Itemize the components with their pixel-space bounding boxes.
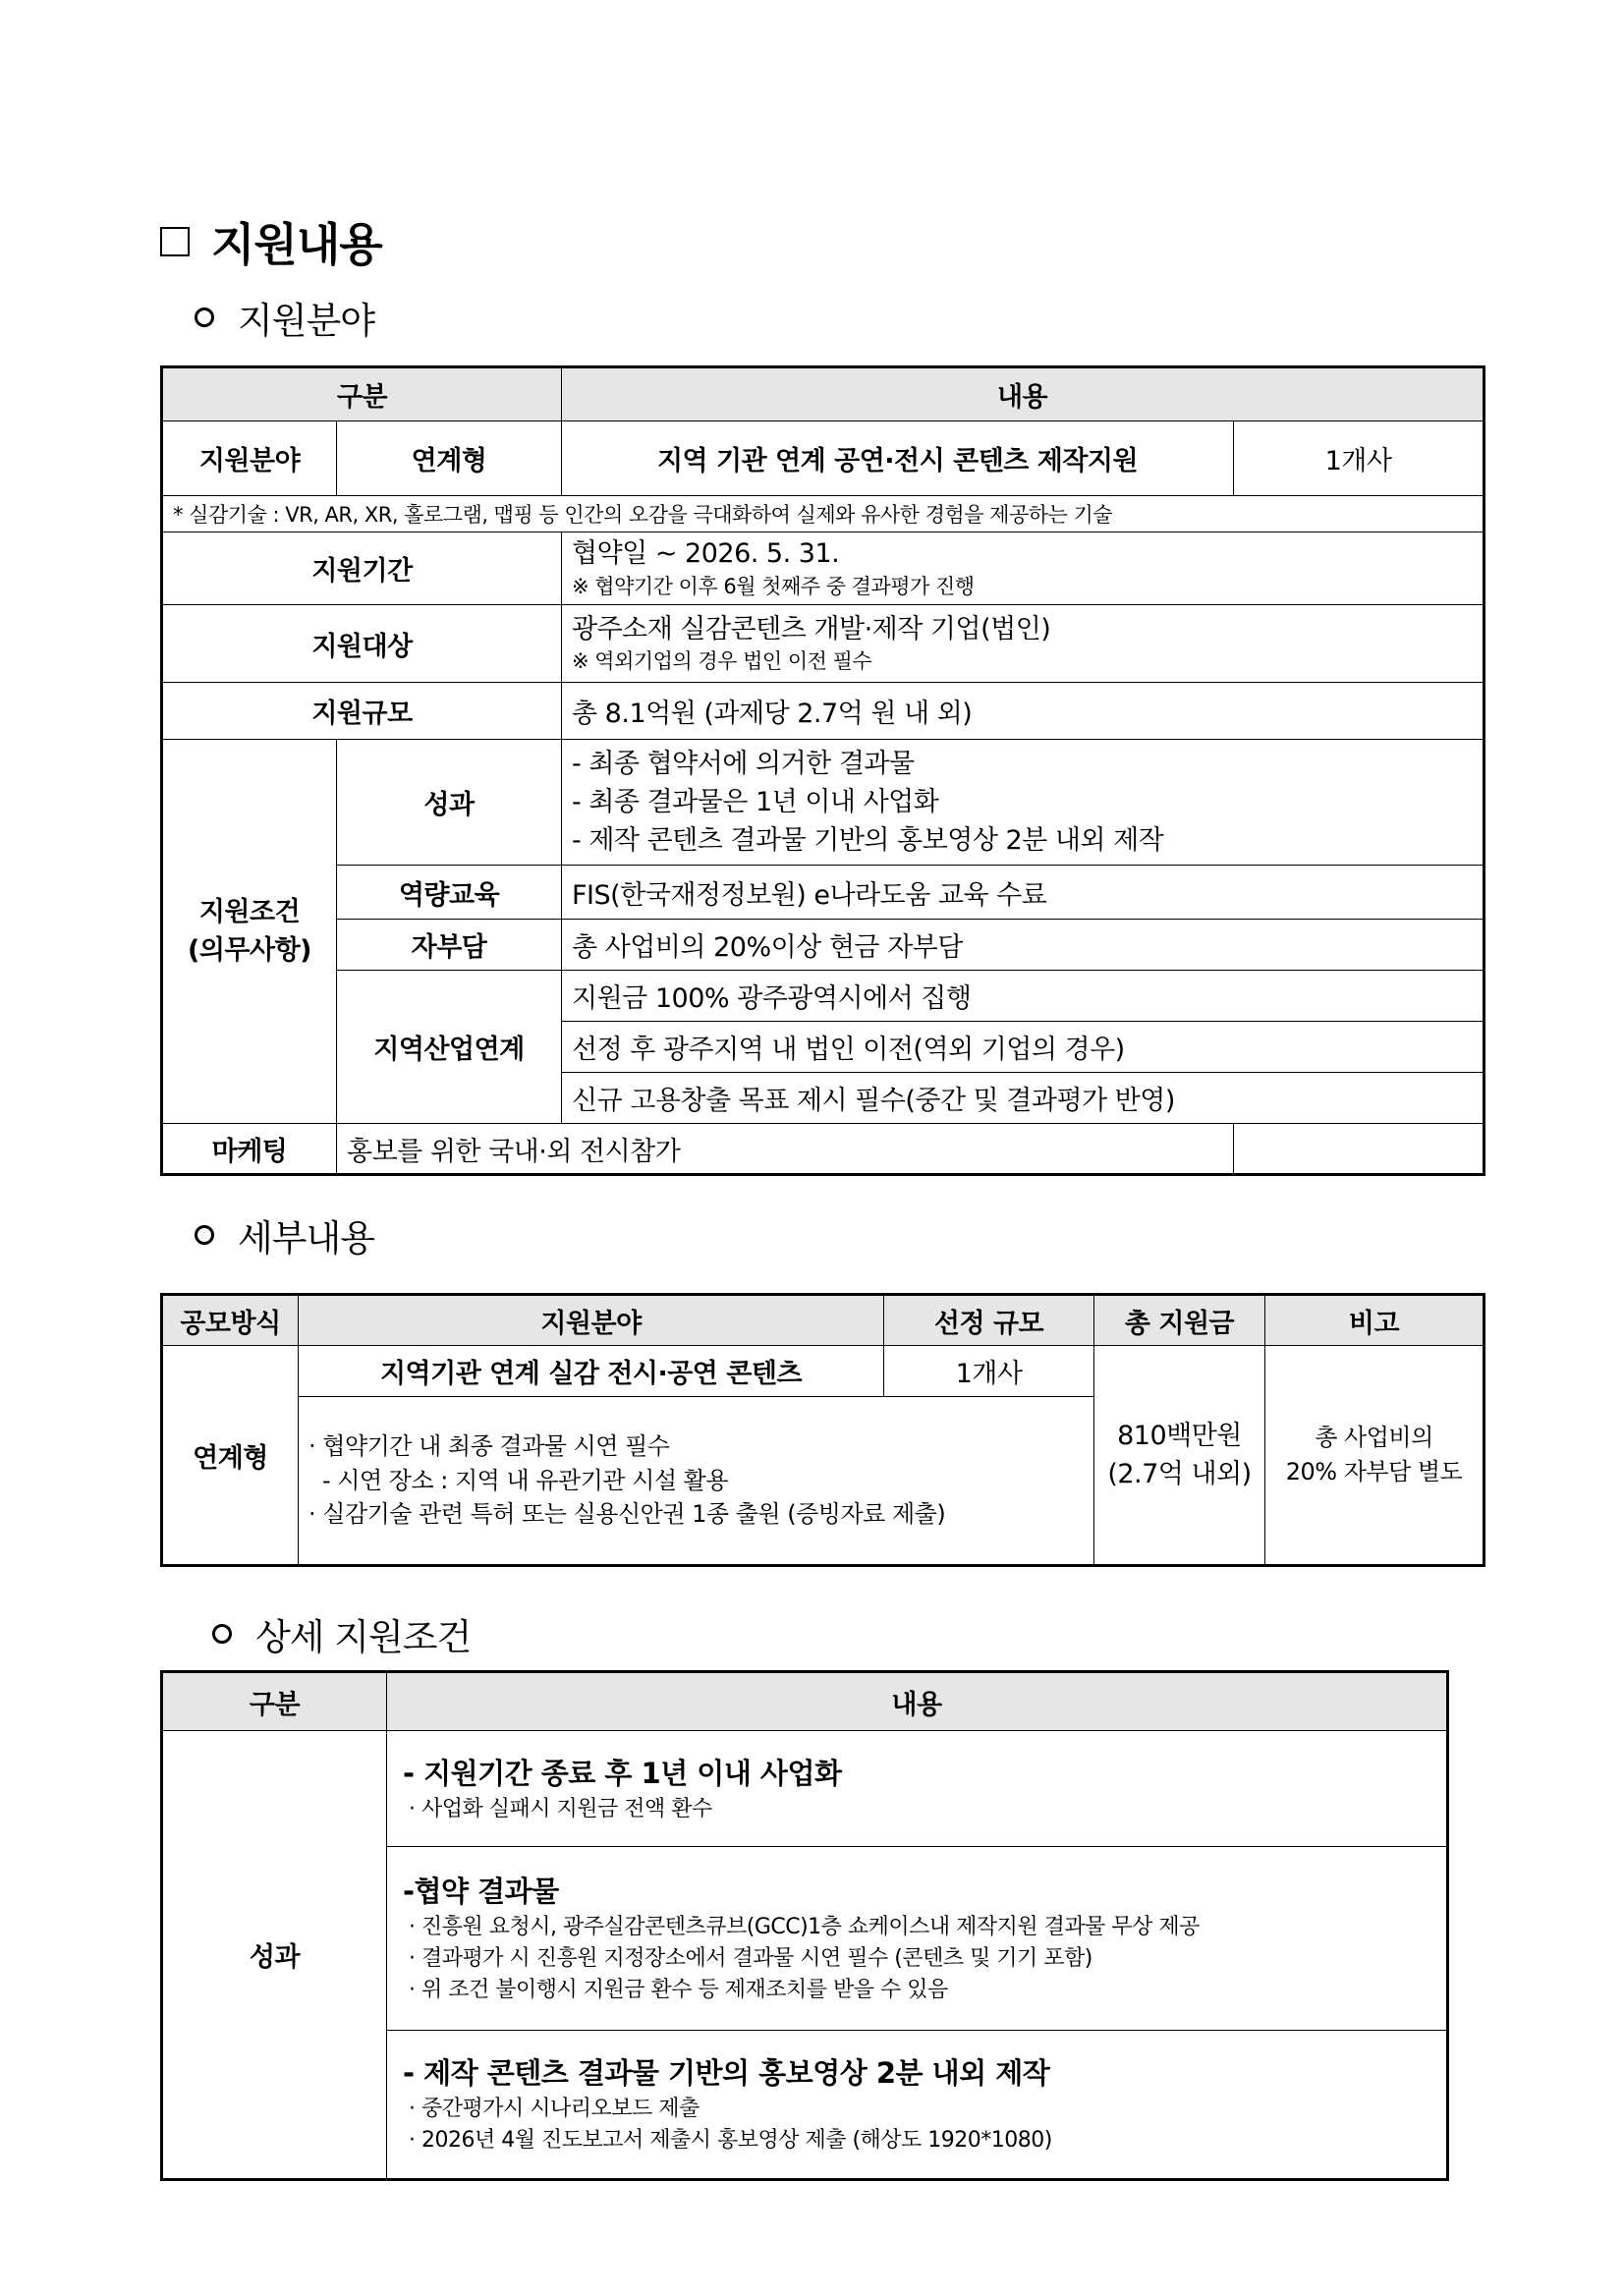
block-title: - 지원기간 종료 후 1년 이내 사업화 [403, 1756, 842, 1790]
remark-line-1: 총 사업비의 [1315, 1424, 1433, 1452]
detail-line: · 협약기간 내 최종 결과물 시연 필수 [308, 1431, 670, 1460]
circle-bullet-icon [195, 1225, 214, 1245]
performance-line: - 최종 결과물은 1년 이내 사업화 [572, 786, 939, 817]
cell-regional-3: 신규 고용창출 목표 제시 필수(중간 및 결과평가 반영) [562, 1073, 1484, 1124]
detailed-conditions-table [160, 1670, 1449, 2181]
cell-support-field: 지원분야 [162, 421, 337, 496]
label-target: 지원대상 [162, 605, 562, 683]
cell-performance [562, 740, 1484, 866]
header-field: 지원분야 [299, 1295, 884, 1346]
label-conditions-2: (의무사항) [187, 935, 311, 966]
amount-line-2: (2.7억 내외) [1107, 1459, 1252, 1489]
cell-self-burden: 총 사업비의 20%이상 현금 자부담 [562, 920, 1484, 971]
cell-deliverables [387, 1847, 1448, 2031]
label-self-burden: 자부담 [337, 920, 562, 971]
cell-total-amount [1094, 1346, 1265, 1566]
header-scale: 선정 규모 [884, 1295, 1094, 1346]
cell-regional-1: 지원금 100% 광주광역시에서 집행 [562, 971, 1484, 1022]
amount-line-1: 810백만원 [1117, 1420, 1242, 1451]
cell-method-type: 연계형 [162, 1346, 299, 1566]
header-method: 공모방식 [162, 1295, 299, 1346]
circle-bullet-icon [195, 308, 214, 327]
subsection-title: 상세 지원조건 [255, 1616, 472, 1658]
label-conditions-1: 지원조건 [198, 896, 301, 927]
cell-scale: 총 8.1억원 (과제당 2.7억 원 내 외) [562, 683, 1484, 740]
block-title: - 제작 콘텐츠 결과물 기반의 홍보영상 2분 내외 제작 [403, 2056, 1050, 2091]
period-note: ※ 협약기간 이후 6월 첫째주 중 결과평가 진행 [572, 574, 975, 598]
block-title: -협약 결과물 [403, 1875, 559, 1909]
performance-line: - 최종 협약서에 의거한 결과물 [572, 748, 915, 779]
cell-linked-type: 연계형 [337, 421, 562, 496]
cell-field-desc: 지역 기관 연계 공연·전시 콘텐츠 제작지원 [562, 421, 1234, 496]
block-line: · 중간평가시 시나리오보드 제출 [409, 2097, 700, 2122]
label-performance: 성과 [337, 740, 562, 866]
cell-selection-count: 1개사 [884, 1346, 1094, 1397]
header-gubun: 구분 [162, 367, 562, 421]
performance-line: - 제작 콘텐츠 결과물 기반의 홍보영상 2분 내외 제작 [572, 825, 1164, 857]
subsection-detailed-conditions [212, 1607, 471, 1660]
label-period: 지원기간 [162, 532, 562, 605]
detail-line: · 실감기술 관련 특허 또는 실용신안권 1종 출원 (증빙자료 제출) [308, 1500, 946, 1529]
cell-regional-2: 선정 후 광주지역 내 법인 이전(역외 기업의 경우) [562, 1022, 1484, 1073]
section-title [160, 209, 382, 274]
header-gubun: 구분 [162, 1672, 387, 1731]
label-regional: 지역산업연계 [337, 971, 562, 1124]
target-note: ※ 역외기업의 경우 법인 이전 필수 [572, 649, 872, 674]
detail-line: - 시연 장소 : 지역 내 유관기관 시설 활용 [322, 1466, 729, 1494]
header-content: 내용 [387, 1672, 1448, 1731]
label-scale: 지원규모 [162, 683, 562, 740]
cell-marketing: 홍보를 위한 국내·외 전시참가 [337, 1124, 1234, 1175]
checkbox-square-icon [160, 227, 190, 256]
section-title-text: 지원내용 [211, 218, 382, 271]
remark-line-2: 20% 자부담 별도 [1285, 1458, 1463, 1485]
cell-period [562, 532, 1484, 605]
label-education: 역량교육 [337, 866, 562, 920]
block-line: · 진흥원 요청시, 광주실감콘텐츠큐브(GCC)1층 쇼케이스내 제작지원 결과물 무상 제공 [409, 1915, 1200, 1940]
block-line: · 결과평가 시 진흥원 지정장소에서 결과물 시연 필수 (콘텐츠 및 기기 포함) [409, 1946, 1092, 1972]
subsection-title: 지원분야 [238, 300, 374, 342]
label-conditions [162, 740, 337, 1124]
cell-remark [1265, 1346, 1484, 1566]
footnote-immersive-tech: * 실감기술 : VR, AR, XR, 홀로그램, 맵핑 등 인간의 오감을 극대화하여 실제와 유사한 경험을 제공하는 기술 [162, 496, 1484, 532]
circle-bullet-icon [212, 1624, 232, 1644]
block-line: · 위 조건 불이행시 지원금 환수 등 제재조치를 받을 수 있음 [409, 1977, 948, 2002]
cell-education: FIS(한국재정정보원) e나라도움 교육 수료 [562, 866, 1484, 920]
cell-company-count: 1개사 [1234, 421, 1484, 496]
block-line: · 사업화 실패시 지원금 전액 환수 [409, 1796, 712, 1821]
subsection-support-field [195, 291, 374, 344]
period-main: 협약일 ~ 2026. 5. 31. [572, 538, 840, 570]
header-amount: 총 지원금 [1094, 1295, 1265, 1346]
block-line: · 2026년 4월 진도보고서 제출시 홍보영상 제출 (해상도 1920*1080) [409, 2128, 1052, 2154]
label-marketing: 마케팅 [162, 1124, 337, 1175]
cell-field-name: 지역기관 연계 실감 전시·공연 콘텐츠 [299, 1346, 884, 1397]
label-performance: 성과 [162, 1731, 387, 2180]
support-field-table [160, 365, 1485, 1176]
cell-promo-video [387, 2031, 1448, 2180]
cell-commercialization [387, 1731, 1448, 1847]
cell-detail-list [299, 1397, 1094, 1566]
details-table [160, 1293, 1485, 1567]
header-remark: 비고 [1265, 1295, 1484, 1346]
subsection-details [195, 1208, 374, 1261]
subsection-title: 세부내용 [238, 1217, 374, 1260]
header-content: 내용 [562, 367, 1484, 421]
cell-target [562, 605, 1484, 683]
target-main: 광주소재 실감콘텐츠 개발·제작 기업(법인) [572, 613, 1051, 644]
